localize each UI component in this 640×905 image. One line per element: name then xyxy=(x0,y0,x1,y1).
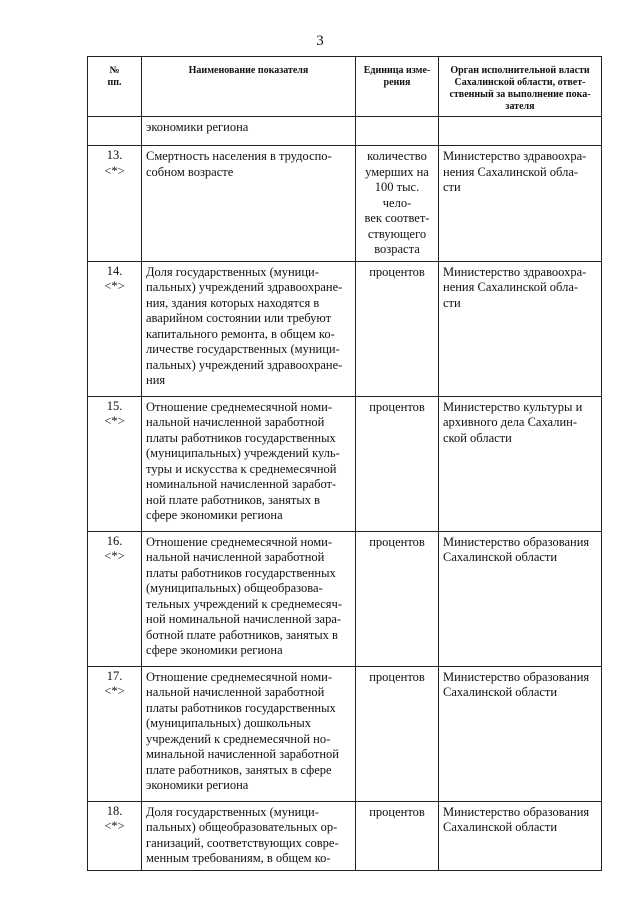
cell-org-line: архивного дела Сахалин- xyxy=(443,415,577,429)
cell-num xyxy=(88,146,142,262)
cell-name xyxy=(142,801,356,870)
cell-org-line: сти xyxy=(443,180,461,194)
cell-name-line: экономики региона xyxy=(146,778,249,792)
indicators-table xyxy=(87,56,602,871)
row-number: 13. xyxy=(106,148,123,162)
header-row xyxy=(88,57,602,117)
cell-name-line: менным требованиям, в общем ко- xyxy=(146,851,331,865)
cell-unit-line: процентов xyxy=(369,399,425,414)
row-footnote-mark: <*> xyxy=(104,163,125,178)
cell-name xyxy=(142,261,356,396)
page-number: 3 xyxy=(316,33,324,49)
cell-name-line: ния, здания которых находятся в xyxy=(146,295,320,310)
cell-name-line: Доля государственных (муници- xyxy=(146,264,319,279)
table-row xyxy=(88,396,602,531)
cell-name xyxy=(142,531,356,666)
cell-name-line: Отношение среднемесячной номи- xyxy=(146,534,333,549)
cell-name-line: капитального ремонта, в общем ко- xyxy=(146,326,335,341)
cell-unit xyxy=(356,531,439,666)
cell-name-line: учреждений к среднемесячной но- xyxy=(146,731,331,746)
cell-org xyxy=(439,117,602,146)
cell-name-line: личестве государственных (муници- xyxy=(146,342,340,356)
cell-unit xyxy=(356,801,439,870)
table-row xyxy=(88,261,602,396)
cell-unit-line: процентов xyxy=(369,669,425,684)
cell-org xyxy=(439,146,602,262)
row-number: 18. xyxy=(106,803,123,818)
cell-name-line: нальной начисленной заработной xyxy=(146,550,325,564)
cell-name-line: платы работников государственных xyxy=(146,430,336,445)
cell-name: экономики региона xyxy=(142,117,356,146)
cell-name-line: (муниципальных) дошкольных xyxy=(146,716,312,730)
cell-org-line: Министерство культуры и xyxy=(443,399,583,414)
cell-name-line: (муниципальных) учреждений куль- xyxy=(146,446,340,460)
cell-org-line: Министерство образования xyxy=(443,669,590,684)
row-number: 15. xyxy=(106,398,123,413)
continuation-row xyxy=(88,117,602,146)
cell-name-line: минальной начисленной заработной xyxy=(146,747,339,761)
cell-name-line: платы работников государственных xyxy=(146,565,336,580)
cell-unit xyxy=(356,666,439,801)
cell-name-line: ной номинальной начисленной зара- xyxy=(146,612,342,626)
row-footnote-mark: <*> xyxy=(104,279,125,293)
row-footnote-mark: <*> xyxy=(104,549,125,563)
cell-name xyxy=(142,146,356,262)
row-footnote-mark: <*> xyxy=(104,684,125,698)
cell-name-line: Отношение среднемесячной номи- xyxy=(146,669,333,684)
cell-org-line: ской области xyxy=(443,430,512,445)
cell-name-line: номинальной начисленной заработ- xyxy=(146,477,337,491)
row-footnote-mark: <*> xyxy=(104,819,125,833)
row-number: 14. xyxy=(106,263,123,278)
cell-unit-line: возраста xyxy=(374,242,420,256)
cell-name-line: аварийном состоянии или требуют xyxy=(146,311,332,325)
cell-name-line: плате работников, занятых в сфере xyxy=(146,762,332,777)
cell-unit xyxy=(356,146,439,262)
cell-org xyxy=(439,396,602,531)
cell-unit-line: процентов xyxy=(369,534,425,549)
cell-name-line: Смертность населения в трудоспо- xyxy=(146,149,332,163)
cell-org xyxy=(439,261,602,396)
cell-org xyxy=(439,801,602,870)
header-unit: Единица изме- рения xyxy=(356,57,439,117)
cell-org-line: Сахалинской области xyxy=(443,685,558,699)
cell-num xyxy=(88,261,142,396)
cell-name-line: тельных учреждений к среднемесяч- xyxy=(146,596,342,611)
cell-unit-line: умерших на xyxy=(365,164,429,179)
header-org: Орган исполнительной власти Сахалинской области, ответ- ственный за выполнение пока- зателя xyxy=(439,57,602,117)
cell-org-line: нения Сахалинской обла- xyxy=(443,280,579,294)
cell-name-line: пальных) учреждений здравоохране- xyxy=(146,280,343,294)
cell-name-line: ной плате работников, занятых в xyxy=(146,492,321,507)
cell-name-line: пальных) общеобразовательных ор- xyxy=(146,820,338,834)
cell-name-line: нальной начисленной заработной xyxy=(146,685,325,699)
cell-unit-line: век соответ- xyxy=(364,211,430,225)
cell-num xyxy=(88,666,142,801)
cell-num xyxy=(88,801,142,870)
cell-name-line: нальной начисленной заработной xyxy=(146,415,325,429)
cell-name-line: (муниципальных) общеобразова- xyxy=(146,581,323,595)
cell-name xyxy=(142,396,356,531)
table-row xyxy=(88,801,602,870)
cell-name-line: сфере экономики региона xyxy=(146,508,283,522)
row-footnote-mark: <*> xyxy=(104,414,125,428)
table-row xyxy=(88,666,602,801)
cell-name xyxy=(142,666,356,801)
cell-org-line: сти xyxy=(443,295,461,310)
cell-org-line: Сахалинской области xyxy=(443,820,558,834)
cell-unit-line: ствующего xyxy=(367,226,427,241)
cell-name-line: ботной плате работников, занятых в xyxy=(146,627,338,642)
cell-unit-line: процентов xyxy=(369,264,425,279)
cell-org xyxy=(439,666,602,801)
row-number: 16. xyxy=(106,533,123,548)
cell-unit xyxy=(356,261,439,396)
cell-name-line: платы работников государственных xyxy=(146,700,336,715)
cell-org-line: Министерство образования xyxy=(443,534,590,549)
cell-name-line: ния xyxy=(146,373,166,387)
cell-name-line: пальных) учреждений здравоохране- xyxy=(146,357,343,372)
cell-name-line: туры и искусства к среднемесячной xyxy=(146,461,337,476)
header-name: Наименование показателя xyxy=(142,57,356,117)
cell-unit-line: 100 тыс. чело- xyxy=(374,180,420,210)
cell-org-line: Министерство здравоохра- xyxy=(443,149,587,163)
cell-name-line: Отношение среднемесячной номи- xyxy=(146,399,333,414)
cell-org xyxy=(439,531,602,666)
cell-unit-line: процентов xyxy=(369,804,425,819)
cell-org-line: Сахалинской области xyxy=(443,550,558,564)
cell-unit xyxy=(356,396,439,531)
table-row xyxy=(88,146,602,262)
cell-num xyxy=(88,396,142,531)
table-row xyxy=(88,531,602,666)
row-number: 17. xyxy=(106,668,123,683)
cell-name-line: сфере экономики региона xyxy=(146,643,283,657)
cell-unit-line: количество xyxy=(367,149,427,163)
cell-name-line: Доля государственных (муници- xyxy=(146,804,319,819)
cell-org-line: Министерство здравоохра- xyxy=(443,264,587,279)
cell-name-line: ганизаций, соответствующих совре- xyxy=(146,835,339,850)
cell-num xyxy=(88,117,142,146)
cell-num xyxy=(88,531,142,666)
cell-name-line: собном возрасте xyxy=(146,164,234,179)
cell-org-line: нения Сахалинской обла- xyxy=(443,164,579,179)
cell-org-line: Министерство образования xyxy=(443,804,590,819)
header-num: № пп. xyxy=(88,57,142,117)
cell-unit xyxy=(356,117,439,146)
